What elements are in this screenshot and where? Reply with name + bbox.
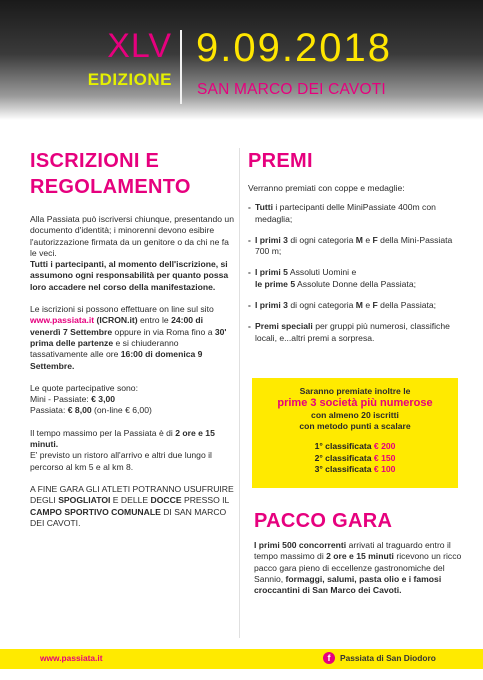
text-span: (ICRON.it)	[94, 315, 138, 326]
prizes-intro: Verranno premiati con coppe e medaglie:	[248, 183, 405, 193]
team-prizes-list	[252, 441, 458, 476]
registration-title-line1: ISCRIZIONI E	[30, 150, 160, 172]
text-span: I primi 3	[255, 300, 288, 311]
registration-paragraph-online	[30, 304, 236, 372]
text-span: arrivati al traguardo entro il tempo massimo di	[254, 540, 451, 562]
registration-title	[30, 148, 236, 200]
refreshment-info: E' previsto un ristoro all'arrivo e altri due lungo il percorso al km 5 e al km 8.	[30, 450, 212, 472]
text-span: di ogni categoria	[287, 234, 356, 245]
list-item	[248, 202, 460, 225]
list-item	[248, 235, 460, 258]
text-span: formaggi, salumi, pasta olio e i famosi croccantini di San Marco dei Cavoti.	[254, 573, 442, 596]
facebook-page-name[interactable]: Passiata di San Diodoro	[340, 653, 436, 663]
text-span: Le iscrizioni si possono effettuare on line sul sito	[30, 304, 214, 315]
event-place: SAN MARCO DEI CAVOTI	[197, 81, 386, 98]
text-span: Tutti	[255, 202, 273, 213]
registration-paragraph-responsibility: Tutti i partecipanti, al momento dell'iscrizione, si assumono ogni responsabilità per quanto possa loro accadere nel corso della manifestazione.	[30, 259, 229, 292]
text-span: 2 ore e 15 minuti	[326, 551, 394, 562]
footer-bar	[0, 649, 483, 669]
text-span: oppure in via Roma fino a	[112, 326, 215, 337]
prize-amount: € 150	[373, 452, 396, 463]
text-span: le prime 5	[255, 278, 296, 289]
text-span: I primi 5	[255, 267, 288, 278]
prizes-list	[248, 202, 460, 344]
text-span: M	[355, 300, 363, 311]
list-item	[248, 300, 460, 311]
prize-label: 3° classificata	[314, 464, 374, 475]
prizes-section	[248, 148, 460, 354]
team-prizes-line1: Saranno premiate inoltre le	[299, 386, 411, 396]
edition-number: XLV	[107, 27, 172, 65]
team-prizes-highlight: prime 3 società più numerose	[277, 397, 433, 409]
text-span: I primi 500 concorrenti	[254, 540, 347, 550]
header-banner	[0, 0, 483, 120]
text-span: Il tempo massimo per la Passiata è di	[30, 427, 176, 438]
column-divider	[239, 148, 240, 638]
text-span: A FINE GARA GLI ATLETI POTRANNO USUFRUIRE DEGLI	[30, 483, 234, 506]
team-prizes-box	[252, 378, 458, 488]
text-span: M	[355, 234, 363, 245]
text-span: e si chiuderanno tassativamente alle ore	[30, 337, 179, 360]
text-span: di ogni categoria	[287, 300, 356, 311]
closing-time: 16:00 di domenica 9 Settembre.	[30, 349, 203, 371]
text-span: DOCCE	[150, 495, 182, 506]
website-link[interactable]: www.passiata.it	[30, 315, 95, 326]
registration-section	[30, 148, 236, 529]
text-span: ricevono un ricco pacco gara pieno di eccellenze gastronomiche del Sannio,	[254, 551, 462, 584]
list-item	[248, 267, 460, 290]
text-span: e	[362, 234, 373, 245]
deadline-online: 24:00 di venerdì 7 Settembre	[30, 315, 204, 337]
text-span: E DELLE	[110, 495, 151, 506]
text-span: per gruppi più numerosi, classifiche locali, e...altri premi a sorpresa.	[255, 321, 450, 343]
race-pack-section	[254, 508, 464, 596]
prize-amount: € 100	[373, 464, 396, 475]
text-span: I primi 3	[255, 234, 288, 245]
prize-label: 2° classificata	[314, 452, 374, 463]
event-date: 9.09.2018	[196, 26, 392, 70]
fee-online-price: (on-line € 6,00)	[91, 405, 152, 416]
text-span: Assoluti Uomini e	[287, 267, 357, 278]
text-span: F	[372, 234, 378, 245]
list-item	[248, 321, 460, 344]
fee-mini-price: € 3,00	[91, 394, 116, 405]
header-divider	[180, 30, 182, 104]
text-span: della Mini-Passiata 700 m;	[255, 234, 453, 257]
registration-paragraph-id: Alla Passiata può iscriversi chiunque, presentando un documento d'identità; i minorenni devono esibire l'autorizzazione firmata da un genitore o da chi ne fa le veci.	[30, 214, 234, 258]
footer-website-link[interactable]: www.passiata.it	[40, 653, 103, 663]
deadline-onsite: 30' prima delle partenze	[30, 326, 227, 348]
text-span: della Passiata;	[377, 300, 437, 311]
text-span: Premi speciali	[255, 321, 313, 332]
prize-row	[252, 464, 458, 476]
text-span: DI SAN MARCO DEI CAVOTI.	[30, 506, 227, 528]
text-span: entro le	[137, 315, 172, 326]
text-span: Assolute Donne della Passiata;	[295, 278, 416, 289]
text-span: i partecipanti delle MiniPassiate 400m con medaglia;	[255, 202, 436, 224]
text-span: PRESSO IL	[181, 495, 230, 506]
race-pack-text	[254, 540, 464, 596]
registration-title-line2: REGOLAMENTO	[30, 176, 191, 198]
text-span: e	[362, 300, 373, 311]
prize-row	[252, 441, 458, 453]
facebook-icon[interactable]: f	[323, 652, 335, 664]
fee-mini-label: Mini - Passiate:	[30, 394, 92, 405]
edition-label: EDIZIONE	[87, 70, 172, 89]
facilities-paragraph	[30, 484, 236, 529]
prize-row	[252, 453, 458, 465]
fee-passiata-price: € 8,00	[67, 405, 92, 416]
fee-passiata-label: Passiata:	[30, 405, 68, 416]
fees-intro: Le quote partecipative sono:	[30, 382, 138, 393]
team-prizes-line4: con metodo punti a scalare	[299, 421, 411, 431]
fees-paragraph	[30, 383, 236, 417]
prizes-title: PREMI	[248, 150, 313, 172]
text-span: SPOGLIATOI	[58, 495, 111, 506]
prize-label: 1° classificata	[314, 441, 374, 451]
time-limit-paragraph	[30, 428, 236, 473]
time-limit: 2 ore e 15 minuti.	[30, 427, 215, 450]
text-span: F	[372, 300, 378, 311]
team-prizes-line3: con almeno 20 iscritti	[311, 410, 399, 420]
prize-amount: € 200	[373, 441, 396, 451]
race-pack-title: PACCO GARA	[254, 510, 393, 532]
edition-block	[88, 28, 172, 90]
text-span: CAMPO SPORTIVO COMUNALE	[30, 506, 161, 517]
